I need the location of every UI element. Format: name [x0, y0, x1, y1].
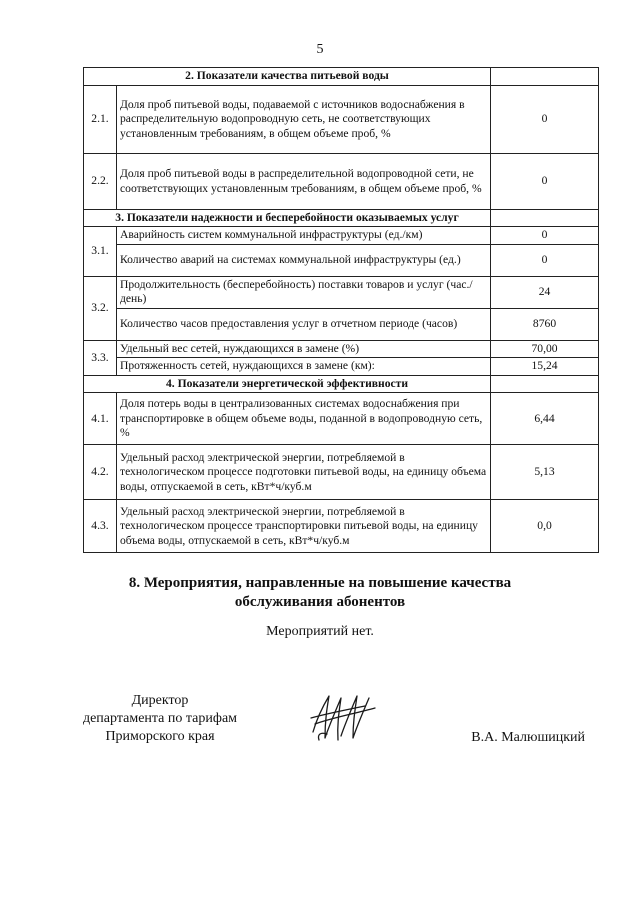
section-3-title: 3. Показатели надежности и бесперебойности оказываемых услуг: [84, 210, 491, 227]
table-row: [84, 68, 599, 86]
row-text: Количество часов предоставления услуг в отчетном периоде (часов): [117, 308, 491, 340]
row-number: 3.2.: [84, 276, 117, 340]
row-text: Количество аварий на системах коммунальной инфраструктуры (ед.): [117, 244, 491, 276]
row-text: Доля проб питьевой воды, подаваемой с источников водоснабжения в распределительную водопроводную сеть, не соответствующих установленным требованиям, в общем объеме проб, %: [117, 86, 491, 154]
indicators-table: [83, 67, 599, 553]
table-row: [84, 500, 599, 553]
row-text: Доля потерь воды в централизованных системах водоснабжения при транспортировке в общем объеме воды, поданной в водопроводную сеть, %: [117, 393, 491, 445]
signatory-title: [70, 692, 250, 746]
row-number: 3.1.: [84, 227, 117, 276]
row-value: 8760: [491, 308, 599, 340]
row-value: 0: [491, 154, 599, 210]
row-text: Удельный расход электрической энергии, потребляемой в технологическом процессе подготовки питьевой воды, на единицу объема воды, отпускаемой в сеть, кВт*ч/куб.м: [117, 445, 491, 500]
row-value: 15,24: [491, 358, 599, 375]
table-row: [84, 210, 599, 227]
handwritten-signature: [305, 688, 385, 748]
table-row: [84, 276, 599, 308]
row-value: 0: [491, 86, 599, 154]
table-row: [84, 308, 599, 340]
section-8-heading: [0, 574, 640, 612]
row-text: Продолжительность (бесперебойность) поставки товаров и услуг (час./день): [117, 276, 491, 308]
signatory-name: В.А. Малюшицкий: [471, 730, 585, 745]
table-row: [84, 375, 599, 392]
row-number: 4.1.: [84, 393, 117, 445]
table-row: [84, 358, 599, 375]
row-value: 6,44: [491, 393, 599, 445]
row-value: 0: [491, 227, 599, 244]
row-text: Удельный расход электрической энергии, потребляемой в технологическом процессе транспортировки питьевой воды, на единицу объема воды, отпускаемой в сеть, кВт*ч/куб.м: [117, 500, 491, 553]
page-number: 5: [316, 42, 324, 57]
table-row: [84, 393, 599, 445]
measures-text: Мероприятий нет.: [266, 624, 374, 639]
row-text: Аварийность систем коммунальной инфраструктуры (ед./км): [117, 227, 491, 244]
row-number: 4.2.: [84, 445, 117, 500]
heading-line: обслуживания абонентов: [234, 594, 406, 610]
table-row: [84, 244, 599, 276]
table-row: [84, 445, 599, 500]
table-row: [84, 340, 599, 357]
row-value: 5,13: [491, 445, 599, 500]
row-number: 3.3.: [84, 340, 117, 375]
row-number: 4.3.: [84, 500, 117, 553]
table-row: [84, 154, 599, 210]
table-row: [84, 227, 599, 244]
row-text: Протяженность сетей, нуждающихся в замене (км):: [117, 358, 491, 375]
signatory-title-line: Директор: [131, 693, 189, 708]
row-value: 70,00: [491, 340, 599, 357]
row-value: 24: [491, 276, 599, 308]
row-text: Удельный вес сетей, нуждающихся в замене (%): [117, 340, 491, 357]
table-row: [84, 86, 599, 154]
section-4-title: 4. Показатели энергетической эффективности: [84, 375, 491, 392]
row-number: 2.1.: [84, 86, 117, 154]
section-2-title: 2. Показатели качества питьевой воды: [84, 68, 491, 86]
row-value: 0,0: [491, 500, 599, 553]
row-number: 2.2.: [84, 154, 117, 210]
heading-line: 8. Мероприятия, направленные на повышение качества: [128, 575, 512, 591]
signatory-title-line: Приморского края: [105, 729, 215, 744]
row-value: 0: [491, 244, 599, 276]
signatory-title-line: департамента по тарифам: [82, 711, 238, 726]
row-text: Доля проб питьевой воды в распределительной водопроводной сети, не соответствующих установленным требованиям, в общем объеме проб, %: [117, 154, 491, 210]
